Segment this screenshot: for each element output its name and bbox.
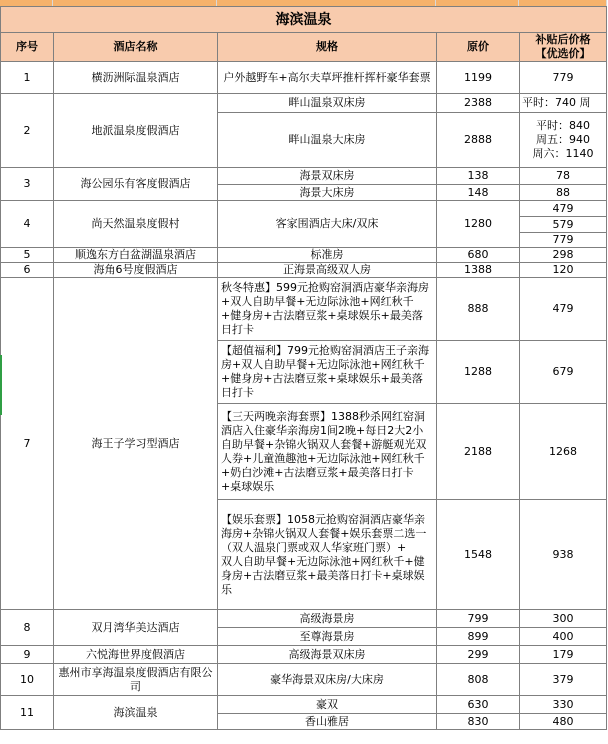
row7a-spec[interactable]: 秋冬特惠】599元抢购窑洞酒店豪华亲海房+双人自助早餐+无边际泳池+网红秋千+健身房+古法磨豆浆+桌球娱乐+最美落日打卡 — [218, 278, 437, 341]
row6-price[interactable]: 1388 — [437, 263, 520, 278]
row5-price[interactable]: 680 — [437, 248, 520, 263]
row4-subsidy-2[interactable]: 579 — [520, 217, 607, 233]
row6-subsidy[interactable]: 120 — [520, 263, 607, 278]
row7d-price[interactable]: 1548 — [437, 500, 520, 610]
row9-hotel[interactable]: 六悦海世界度假酒店 — [54, 646, 218, 664]
row7d-subsidy[interactable]: 938 — [520, 500, 607, 610]
row2a-spec[interactable]: 畔山温泉双床房 — [218, 94, 437, 113]
row3-hotel[interactable]: 海公园乐有客度假酒店 — [54, 168, 218, 201]
row2b-subsidy-saturday: 周六：1140 — [532, 147, 594, 160]
row9-price[interactable]: 299 — [437, 646, 520, 664]
row3a-subsidy[interactable]: 78 — [520, 168, 607, 185]
row2b-subsidy[interactable] — [520, 113, 607, 168]
row8-no[interactable]: 8 — [1, 610, 54, 646]
row1-no[interactable]: 1 — [1, 62, 54, 94]
row6-no[interactable]: 6 — [1, 263, 54, 278]
row2a-subsidy[interactable]: 平时：740 周 — [520, 94, 607, 113]
row2-no[interactable]: 2 — [1, 94, 54, 168]
header-no[interactable]: 序号 — [1, 33, 54, 62]
row7a-price[interactable]: 888 — [437, 278, 520, 341]
header-hotel[interactable]: 酒店名称 — [54, 33, 218, 62]
row11a-price[interactable]: 630 — [437, 696, 520, 714]
row4-spec[interactable]: 客家围酒店大床/双床 — [218, 201, 437, 248]
table-title[interactable]: 海滨温泉 — [1, 7, 607, 33]
row8a-spec[interactable]: 高级海景房 — [218, 610, 437, 628]
row1-spec[interactable]: 户外越野车+高尔夫草坪推杆挥杆豪华套票 — [218, 62, 437, 94]
header-subsidy-sub: 【优选价】 — [535, 47, 591, 60]
row5-no[interactable]: 5 — [1, 248, 54, 263]
header-price[interactable]: 原价 — [437, 33, 520, 62]
row4-price[interactable]: 1280 — [437, 201, 520, 248]
row1-hotel[interactable]: 横沥洲际温泉酒店 — [54, 62, 218, 94]
row3b-spec[interactable]: 海景大床房 — [218, 185, 437, 201]
row3a-price[interactable]: 138 — [437, 168, 520, 185]
row11b-price[interactable]: 830 — [437, 714, 520, 730]
row4-no[interactable]: 4 — [1, 201, 54, 248]
row8-hotel[interactable]: 双月湾华美达酒店 — [54, 610, 218, 646]
row2a-price[interactable]: 2388 — [437, 94, 520, 113]
hotel-price-table — [0, 6, 607, 730]
row4-subsidy-3[interactable]: 779 — [520, 233, 607, 248]
row2b-subsidy-friday: 周五：940 — [536, 133, 591, 146]
row2b-price[interactable]: 2888 — [437, 113, 520, 168]
header-subsidy[interactable] — [520, 33, 607, 62]
row7b-spec[interactable]: 【超值福利】799元抢购窑洞酒店王子亲海房+双人自助早餐+无边际泳池+网红秋千+健身房+古法磨豆浆+桌球娱乐+最美落日打卡 — [218, 341, 437, 404]
row5-spec[interactable]: 标准房 — [218, 248, 437, 263]
row8b-subsidy[interactable]: 400 — [520, 628, 607, 646]
cell-selection-edge — [0, 355, 2, 415]
row7a-subsidy[interactable]: 479 — [520, 278, 607, 341]
row7d-spec-line1: 【娱乐套票】1058元抢购窑洞酒店豪华亲海房+杂锦火锅双人套餐+娱乐套票二选一（双人温泉门票或双人华家班门票）+ — [221, 512, 427, 554]
row11-no[interactable]: 11 — [1, 696, 54, 730]
row7-hotel[interactable]: 海王子学习型酒店 — [54, 278, 218, 610]
header-spec[interactable]: 规格 — [218, 33, 437, 62]
row3a-spec[interactable]: 海景双床房 — [218, 168, 437, 185]
row7c-spec[interactable]: 【三天两晚亲海套票】1388秒杀网红窑洞酒店入住豪华亲海房1间2晚+每日2大2小自助早餐+杂锦火锅双人套餐+游艇观光双人券+儿童渔趣池+无边际泳池+网红秋千+奶白沙滩+古法磨豆浆+最美落日打卡+桌球娱乐 — [218, 404, 437, 500]
row11b-subsidy[interactable]: 480 — [520, 714, 607, 730]
row5-hotel[interactable]: 顺逸东方白盆湖温泉酒店 — [54, 248, 218, 263]
row7b-price[interactable]: 1288 — [437, 341, 520, 404]
row4-hotel[interactable]: 尚天然温泉度假村 — [54, 201, 218, 248]
row10-spec[interactable]: 豪华海景双床房/大床房 — [218, 664, 437, 696]
row11-hotel[interactable]: 海滨温泉 — [54, 696, 218, 730]
row9-spec[interactable]: 高级海景双床房 — [218, 646, 437, 664]
row9-subsidy[interactable]: 179 — [520, 646, 607, 664]
header-subsidy-label: 补贴后价格 — [535, 33, 591, 46]
row7d-spec[interactable] — [218, 500, 437, 610]
row10-subsidy[interactable]: 379 — [520, 664, 607, 696]
row7d-spec-line2: 双人自助早餐+无边际泳池+网红秋千+健身房+古法磨豆浆+最美落日打卡+桌球娱乐 — [221, 554, 425, 596]
row5-subsidy[interactable]: 298 — [520, 248, 607, 263]
row11a-spec[interactable]: 豪双 — [218, 696, 437, 714]
row7c-subsidy[interactable]: 1268 — [520, 404, 607, 500]
row2-hotel[interactable]: 地派温泉度假酒店 — [54, 94, 218, 168]
row6-hotel[interactable]: 海角6号度假酒店 — [54, 263, 218, 278]
row8b-spec[interactable]: 至尊海景房 — [218, 628, 437, 646]
row8b-price[interactable]: 899 — [437, 628, 520, 646]
row2b-spec[interactable]: 畔山温泉大床房 — [218, 113, 437, 168]
row3b-price[interactable]: 148 — [437, 185, 520, 201]
row4-subsidy-1[interactable]: 479 — [520, 201, 607, 217]
row1-price[interactable]: 1199 — [437, 62, 520, 94]
row9-no[interactable]: 9 — [1, 646, 54, 664]
row10-price[interactable]: 808 — [437, 664, 520, 696]
row3-no[interactable]: 3 — [1, 168, 54, 201]
row3b-subsidy[interactable]: 88 — [520, 185, 607, 201]
row6-spec[interactable]: 正海景高级双人房 — [218, 263, 437, 278]
row11a-subsidy[interactable]: 330 — [520, 696, 607, 714]
row7b-subsidy[interactable]: 679 — [520, 341, 607, 404]
row10-hotel[interactable]: 惠州市享海温泉度假酒店有限公司 — [54, 664, 218, 696]
row8a-subsidy[interactable]: 300 — [520, 610, 607, 628]
row11b-spec[interactable]: 香山雅居 — [218, 714, 437, 730]
row1-subsidy[interactable]: 779 — [520, 62, 607, 94]
row2b-subsidy-weekday: 平时：840 — [536, 119, 591, 132]
row10-no[interactable]: 10 — [1, 664, 54, 696]
row8a-price[interactable]: 799 — [437, 610, 520, 628]
row7c-price[interactable]: 2188 — [437, 404, 520, 500]
row7-no[interactable]: 7 — [1, 278, 54, 610]
